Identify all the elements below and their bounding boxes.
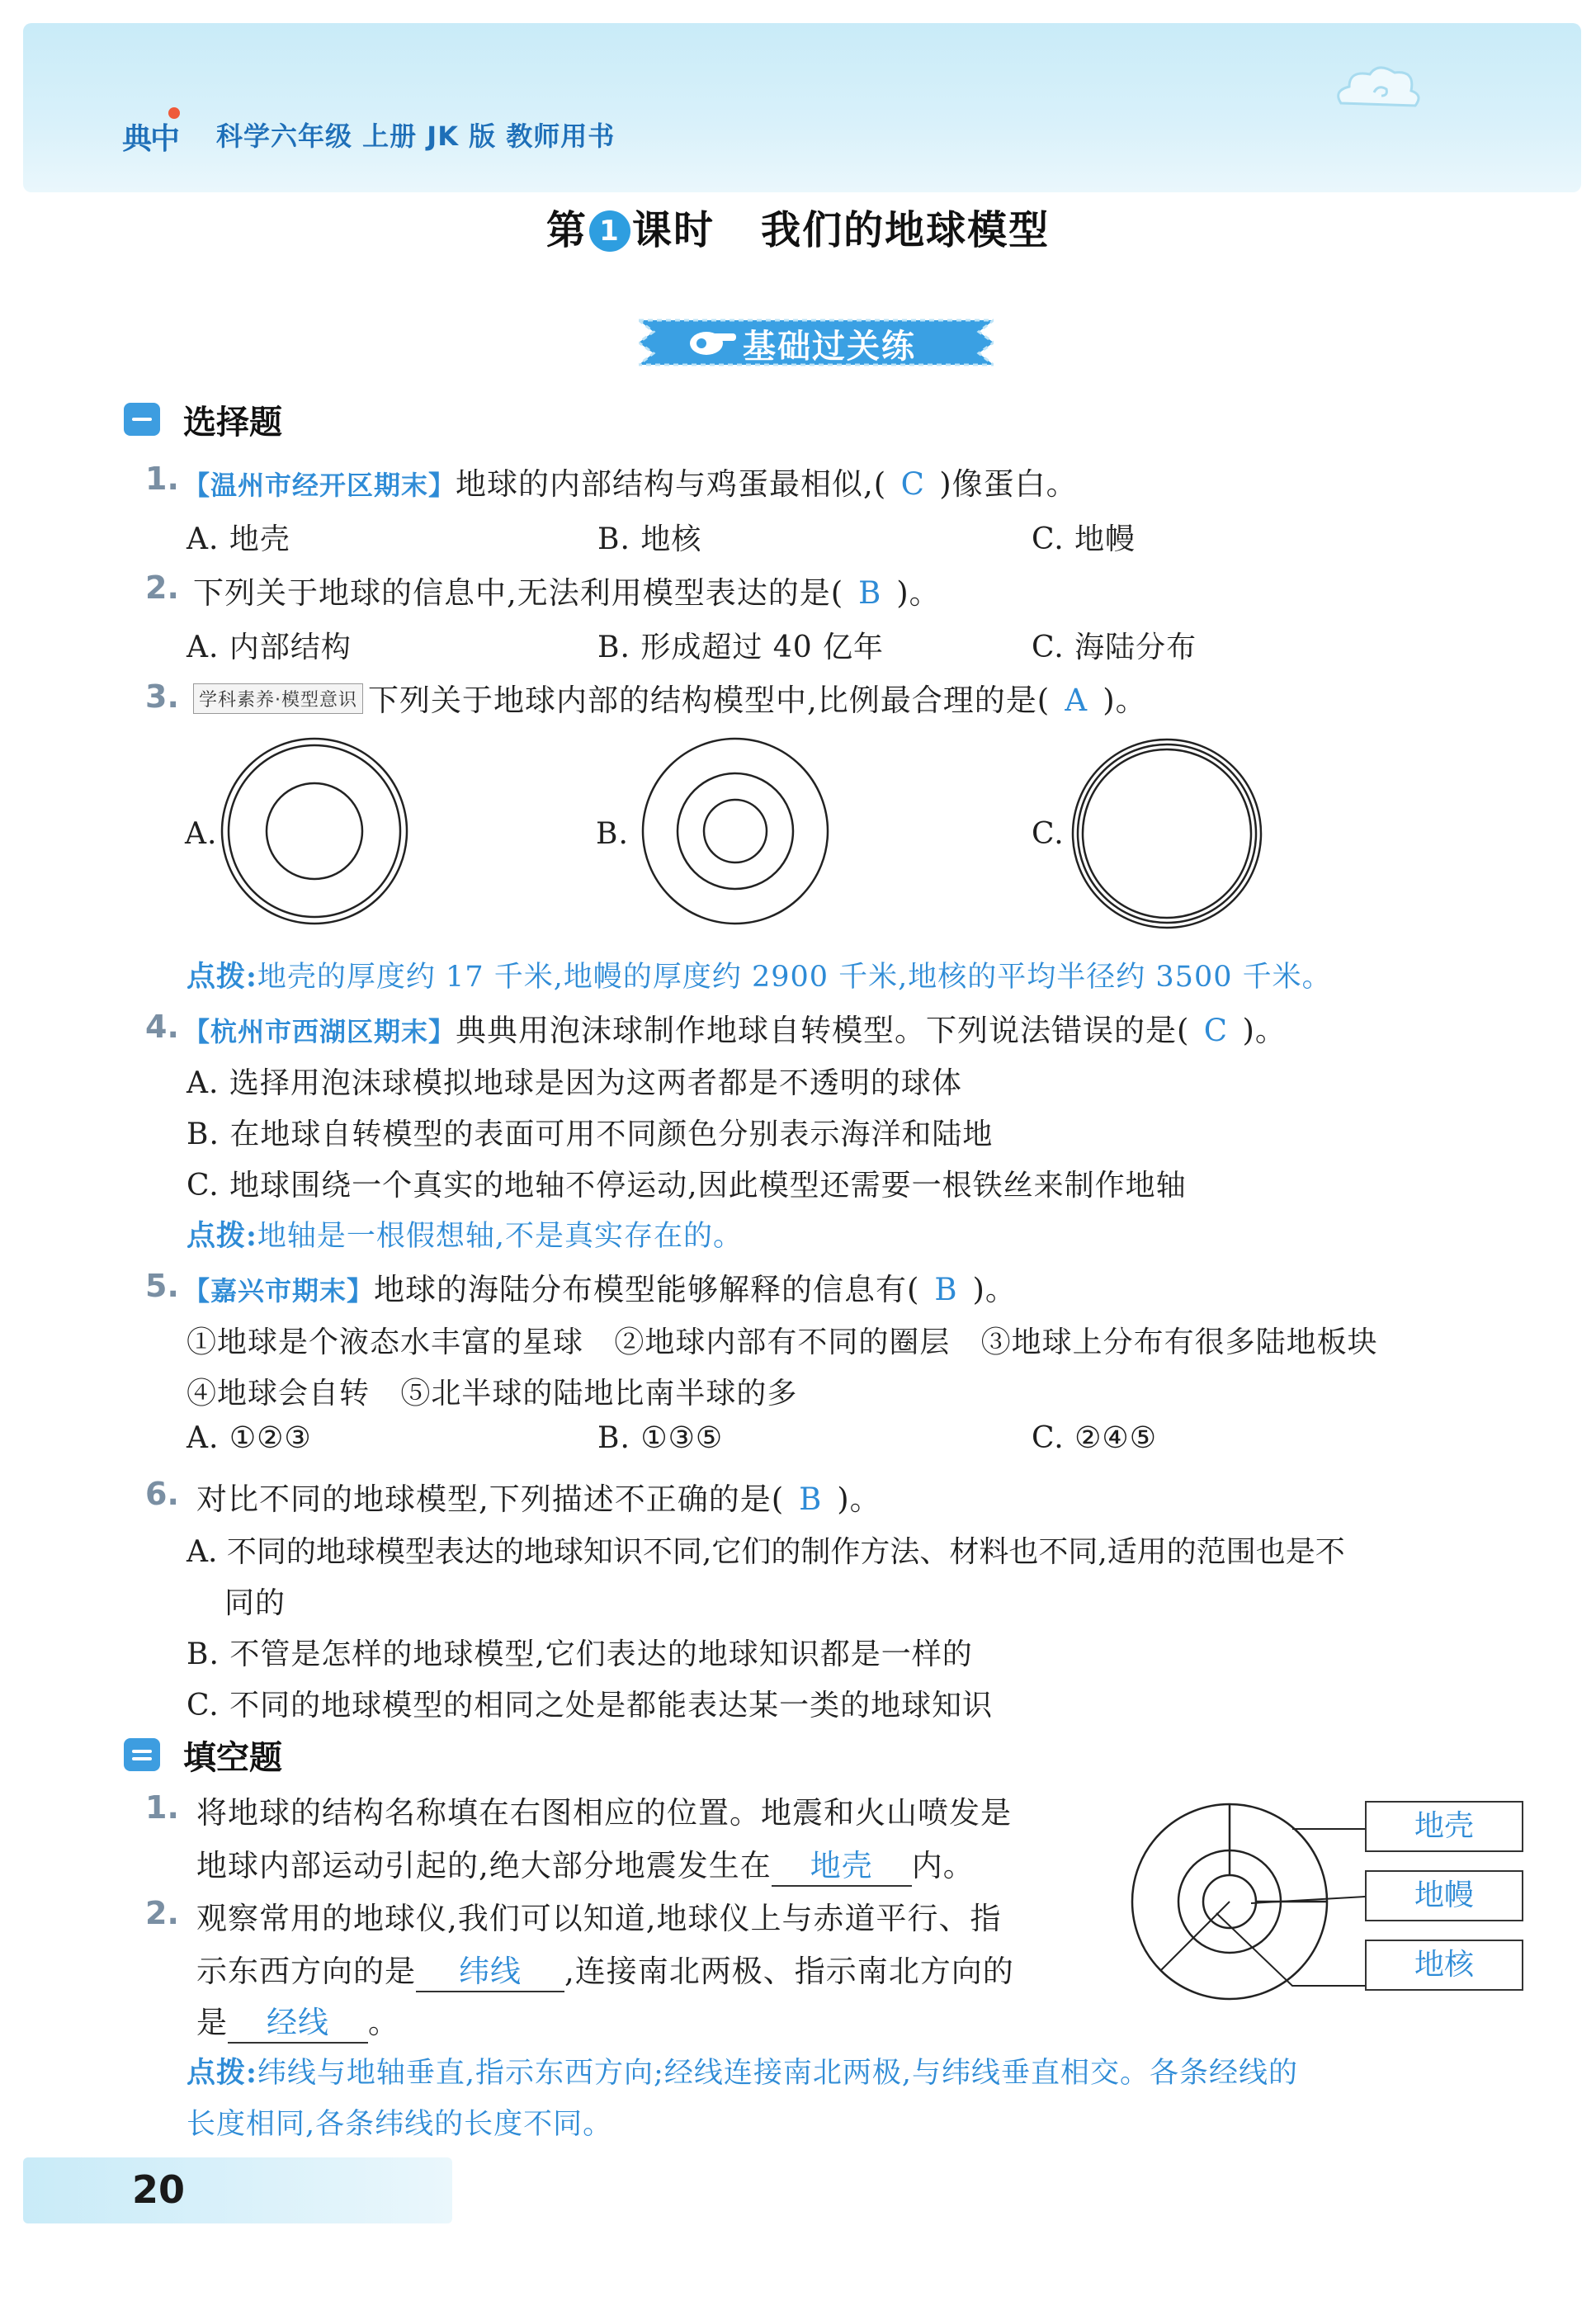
f2-answer-1: 纬线 xyxy=(416,1946,564,1992)
q2-option-c: C. 海陆分布 xyxy=(1032,631,1197,664)
f2-number: 2. xyxy=(145,1895,179,1931)
q3-stem-b: )。 xyxy=(1103,683,1147,718)
q3-stem-a: 下列关于地球内部的结构模型中,比例最合理的是( xyxy=(368,683,1051,718)
q3-number: 3. xyxy=(145,678,179,715)
q5-items-line2: ④地球会自转 ⑤北半球的陆地比南半球的多 xyxy=(187,1377,798,1411)
q1-stem-a: 地球的内部结构与鸡蛋最相似,( xyxy=(456,466,887,502)
lesson-number-badge: 1 xyxy=(589,210,630,252)
q4-option-c: C. 地球围绕一个真实的地轴不停运动,因此模型还需要一根铁丝来制作地轴 xyxy=(187,1169,1187,1203)
q2-stem-a: 下列关于地球的信息中,无法利用模型表达的是( xyxy=(193,575,844,611)
q5-number: 5. xyxy=(145,1268,179,1304)
q1-option-c: C. 地幔 xyxy=(1032,522,1136,556)
q4-source: 【杭州市西湖区期末】 xyxy=(183,1016,456,1047)
earth-label-mantle: 地幔 xyxy=(1365,1870,1523,1921)
q4-tip-text: 地轴是一根假想轴,不是真实存在的。 xyxy=(257,1220,744,1253)
q5-stem xyxy=(183,1264,1017,1309)
q6-stem-a: 对比不同的地球模型,下列描述不正确的是( xyxy=(196,1481,785,1517)
f1-line1: 将地球的结构名称填在右图相应的位置。地震和火山喷发是 xyxy=(196,1795,1012,1831)
earth-model-a-diagram xyxy=(220,736,409,926)
q2-option-a: A. 内部结构 xyxy=(187,631,352,664)
q5-option-c: C. ②④⑤ xyxy=(1032,1421,1157,1455)
q1-answer: C xyxy=(900,466,925,502)
q6-option-a-line2: 同的 xyxy=(224,1586,286,1620)
earth-model-b-diagram xyxy=(640,736,830,926)
earth-label-core: 地核 xyxy=(1365,1940,1523,1991)
q3-answer: A xyxy=(1065,683,1088,718)
q1-option-b: B. 地核 xyxy=(597,522,702,556)
section-title-choice: 选择题 xyxy=(183,404,282,442)
f2-line3-a: 是 xyxy=(196,2005,228,2040)
footer-band xyxy=(23,2157,452,2223)
q6-option-c: C. 不同的地球模型的相同之处是都能表达某一类的地球知识 xyxy=(187,1689,994,1722)
q1-stem xyxy=(183,459,1078,503)
f1-line2-b: 内。 xyxy=(911,1848,975,1883)
q2-stem xyxy=(193,568,941,612)
q1-source: 【温州市经开区期末】 xyxy=(183,470,456,501)
f2-answer-2: 经线 xyxy=(228,1997,368,2044)
q3-stem xyxy=(193,675,1147,720)
q4-answer: C xyxy=(1203,1013,1229,1048)
q5-source: 【嘉兴市期末】 xyxy=(183,1275,375,1307)
q3-label-c: C. xyxy=(1032,817,1065,851)
q5-items-line1: ①地球是个液态水丰富的星球 ②地球内部有不同的圈层 ③地球上分布有很多陆地板块 xyxy=(187,1325,1378,1359)
page-number: 20 xyxy=(132,2167,186,2212)
q4-stem xyxy=(183,1005,1287,1050)
q6-option-a-line1: A. 不同的地球模型表达的地球知识不同,它们的制作方法、材料也不同,适用的范围也是不 xyxy=(187,1535,1345,1569)
f2-tip-text-1: 纬线与地轴垂直,指示东西方向;经线连接南北两极,与纬线垂直相交。各条经线的 xyxy=(257,2057,1298,2090)
q6-stem xyxy=(196,1474,881,1519)
f2-tip-line1 xyxy=(187,2050,1298,2091)
section-badge-fill xyxy=(124,1738,160,1771)
lesson-prefix: 第 xyxy=(545,207,588,253)
f2-line1: 观察常用的地球仪,我们可以知道,地球仪上与赤道平行、指 xyxy=(196,1901,1002,1936)
q3-label-b: B. xyxy=(596,817,629,851)
cloud-icon xyxy=(1329,58,1428,116)
q4-stem-b: )。 xyxy=(1242,1013,1287,1048)
q6-number: 6. xyxy=(145,1476,179,1512)
q4-option-a: A. 选择用泡沫球模拟地球是因为这两者都是不透明的球体 xyxy=(187,1066,962,1100)
f2-line3 xyxy=(196,1997,399,2044)
q2-number: 2. xyxy=(145,569,179,606)
f2-line2-a: 示东西方向的是 xyxy=(196,1954,416,1989)
q3-tag: 学科素养·模型意识 xyxy=(193,683,363,714)
f2-tip-line2: 长度相同,各条纬线的长度不同。 xyxy=(187,2108,613,2141)
f2-tip-label: 点拨: xyxy=(187,2056,257,2090)
q6-answer: B xyxy=(799,1481,823,1517)
f2-line3-b: 。 xyxy=(368,2005,399,2040)
f1-answer: 地壳 xyxy=(772,1841,912,1887)
section-badge-choice xyxy=(124,403,160,436)
q1-number: 1. xyxy=(145,461,179,497)
banner-text: 基础过关练 xyxy=(743,328,916,366)
logo-dot xyxy=(168,107,180,119)
lesson-title xyxy=(0,198,1596,255)
q5-option-a: A. ①②③ xyxy=(187,1421,312,1455)
q2-stem-b: )。 xyxy=(896,575,941,611)
q6-option-b: B. 不管是怎样的地球模型,它们表达的地球知识都是一样的 xyxy=(187,1637,973,1671)
header-title: 科学六年级 上册 JK 版 教师用书 xyxy=(216,120,616,152)
q3-tip xyxy=(187,954,1332,995)
q1-stem-b: )像蛋白。 xyxy=(939,466,1078,502)
q5-stem-b: )。 xyxy=(972,1272,1017,1307)
q2-option-b: B. 形成超过 40 亿年 xyxy=(597,631,885,664)
lesson-name: 课时 我们的地球模型 xyxy=(631,207,1051,253)
q4-option-b: B. 在地球自转模型的表面可用不同颜色分别表示海洋和陆地 xyxy=(187,1118,994,1151)
f1-line2-a: 地球内部运动引起的,绝大部分地震发生在 xyxy=(196,1848,772,1883)
earth-model-c-diagram xyxy=(1070,736,1264,931)
q3-tip-label: 点拨: xyxy=(187,960,257,994)
f1-line2 xyxy=(196,1841,975,1887)
q4-tip xyxy=(187,1213,743,1255)
q1-option-a: A. 地壳 xyxy=(187,522,290,556)
q6-stem-b: )。 xyxy=(837,1481,881,1517)
q4-tip-label: 点拨: xyxy=(187,1219,257,1253)
q3-tip-text: 地壳的厚度约 17 千米,地幔的厚度约 2900 千米,地核的平均半径约 3500 千米。 xyxy=(257,961,1332,994)
f1-number: 1. xyxy=(145,1789,179,1826)
f2-line2 xyxy=(196,1946,1014,1992)
section-title-fill: 填空题 xyxy=(183,1739,282,1777)
q2-answer: B xyxy=(858,575,882,611)
q5-answer: B xyxy=(934,1272,958,1307)
logo: 典中 xyxy=(122,121,179,156)
earth-label-crust: 地壳 xyxy=(1365,1801,1523,1852)
q5-stem-a: 地球的海陆分布模型能够解释的信息有( xyxy=(374,1272,920,1307)
f2-line2-b: ,连接南北两极、指示南北方向的 xyxy=(564,1954,1014,1989)
q4-number: 4. xyxy=(145,1009,179,1045)
q4-stem-a: 典典用泡沫球制作地球自转模型。下列说法错误的是( xyxy=(456,1013,1190,1048)
q3-label-a: A. xyxy=(185,817,218,851)
q5-option-b: B. ①③⑤ xyxy=(597,1421,724,1455)
